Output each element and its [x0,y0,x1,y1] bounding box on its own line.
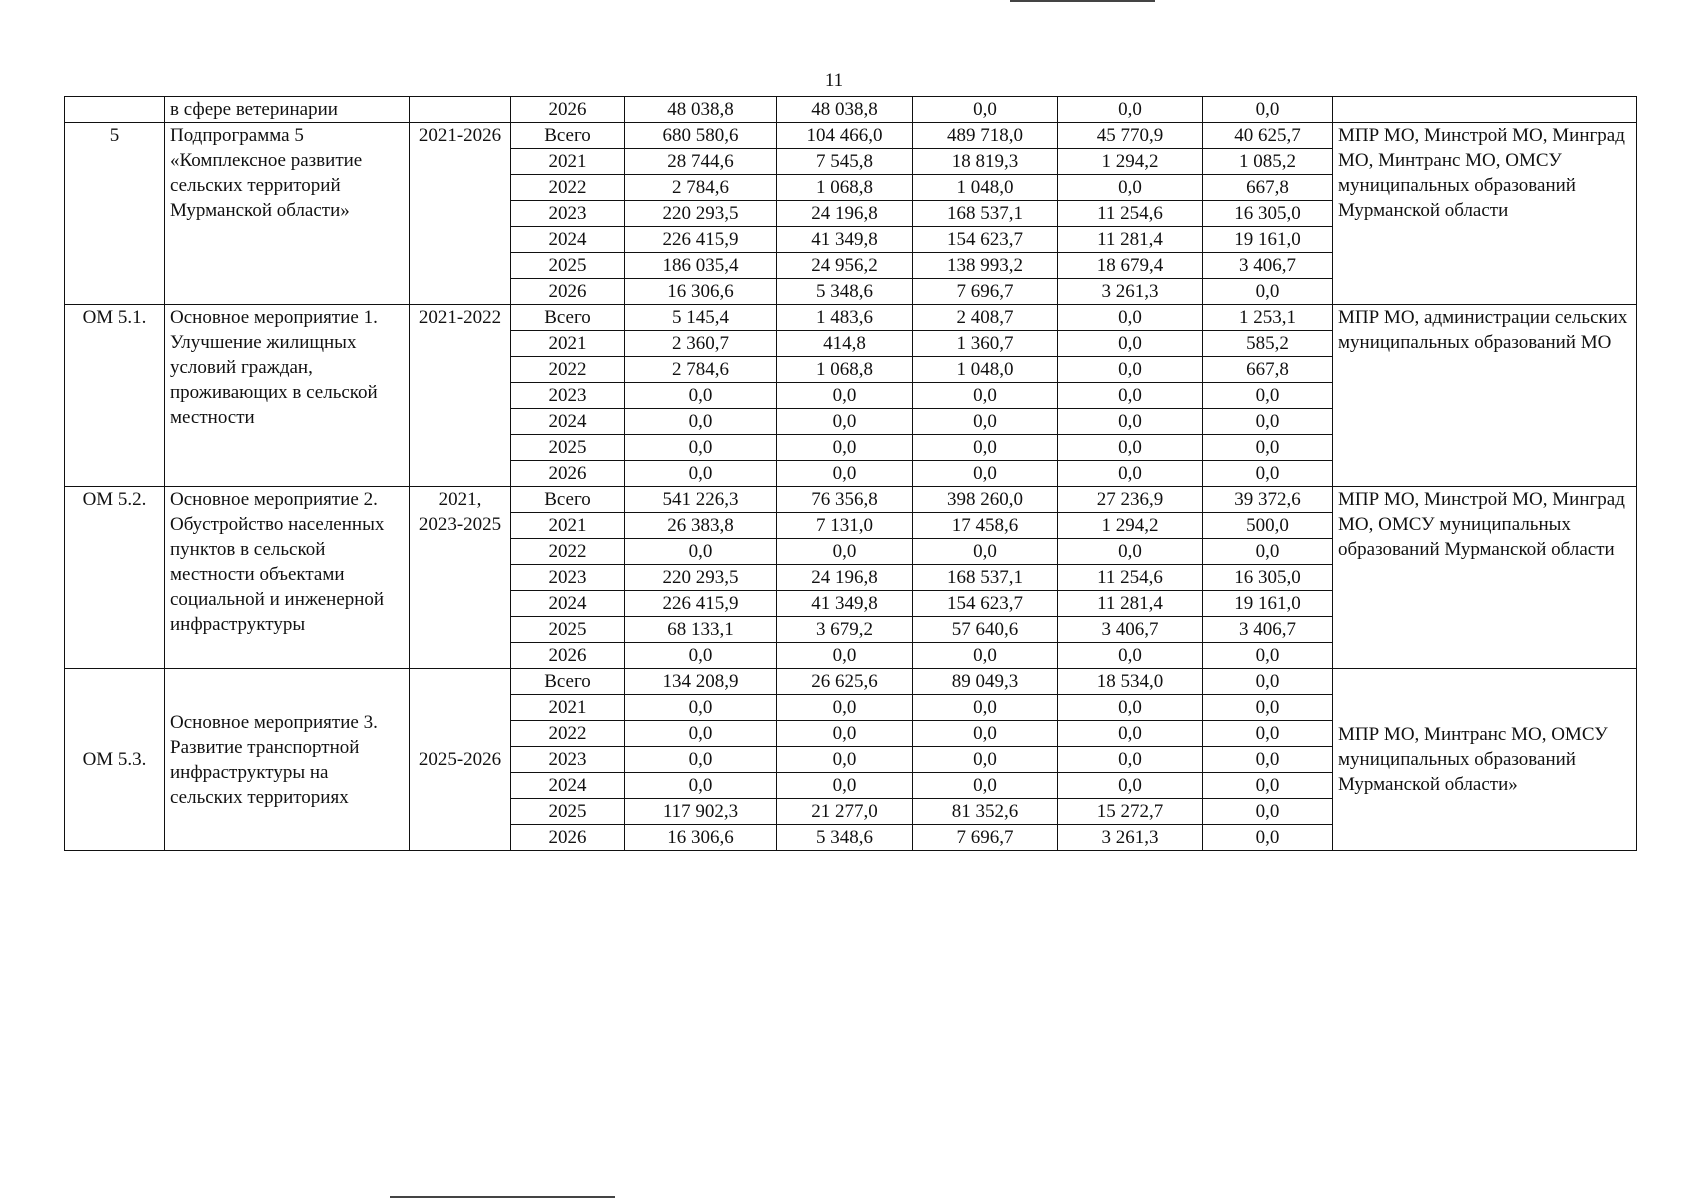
value-cell: 16 306,6 [625,825,777,851]
value-cell: 17 458,6 [913,513,1058,539]
value-cell: 11 281,4 [1058,591,1203,617]
table-row [65,669,1637,695]
value-cell: 7 696,7 [913,279,1058,305]
value-cell: 0,0 [1203,695,1333,721]
value-cell: 3 406,7 [1058,617,1203,643]
value-cell: 27 236,9 [1058,487,1203,513]
budget-table [64,96,1637,851]
value-cell: 489 718,0 [913,123,1058,149]
value-cell: 0,0 [1058,643,1203,669]
value-cell: 41 349,8 [777,227,913,253]
table-row [65,97,1637,123]
value-cell: 19 161,0 [1203,227,1333,253]
value-cell: 680 580,6 [625,123,777,149]
period-cell: 2021-2022 [410,305,511,487]
value-cell: 154 623,7 [913,227,1058,253]
year-cell: Всего [511,669,625,695]
value-cell: 0,0 [1058,747,1203,773]
page-number: 11 [824,70,844,91]
value-cell: 0,0 [1203,279,1333,305]
year-cell: 2024 [511,591,625,617]
value-cell: 0,0 [777,721,913,747]
year-cell: 2022 [511,721,625,747]
value-cell: 414,8 [777,331,913,357]
value-cell: 220 293,5 [625,201,777,227]
value-cell: 0,0 [777,747,913,773]
value-cell: 0,0 [1058,331,1203,357]
value-cell: 138 993,2 [913,253,1058,279]
year-cell: 2023 [511,747,625,773]
value-cell: 24 956,2 [777,253,913,279]
value-cell: 0,0 [1058,435,1203,461]
value-cell: 0,0 [1203,97,1333,123]
value-cell: 667,8 [1203,357,1333,383]
year-cell: 2026 [511,461,625,487]
value-cell: 0,0 [913,695,1058,721]
value-cell: 1 085,2 [1203,149,1333,175]
value-cell: 0,0 [1203,435,1333,461]
value-cell: 0,0 [777,461,913,487]
value-cell: 667,8 [1203,175,1333,201]
value-cell: 0,0 [625,721,777,747]
value-cell: 0,0 [625,461,777,487]
value-cell: 0,0 [625,409,777,435]
value-cell: 68 133,1 [625,617,777,643]
value-cell: 89 049,3 [913,669,1058,695]
value-cell: 57 640,6 [913,617,1058,643]
value-cell: 26 625,6 [777,669,913,695]
value-cell: 0,0 [625,773,777,799]
year-cell: 2022 [511,357,625,383]
year-cell: 2022 [511,175,625,201]
value-cell: 3 261,3 [1058,825,1203,851]
value-cell: 226 415,9 [625,591,777,617]
year-cell: 2024 [511,409,625,435]
value-cell: 2 408,7 [913,305,1058,331]
period-cell: 2021, 2023-2025 [410,487,511,669]
value-cell: 541 226,3 [625,487,777,513]
value-cell: 3 679,2 [777,617,913,643]
value-cell: 26 383,8 [625,513,777,539]
value-cell: 0,0 [913,383,1058,409]
year-cell: 2021 [511,149,625,175]
value-cell: 0,0 [913,721,1058,747]
value-cell: 0,0 [1203,409,1333,435]
value-cell: 0,0 [777,539,913,565]
value-cell: 0,0 [1203,773,1333,799]
value-cell: 1 068,8 [777,175,913,201]
value-cell: 168 537,1 [913,565,1058,591]
value-cell: 0,0 [1058,409,1203,435]
row-number-cell [65,97,165,123]
program-name-cell: Подпрограмма 5 «Комплексное развитие сельских территорий Мурманской области» [165,123,410,305]
responsible-cell [1333,97,1637,123]
value-cell: 0,0 [1058,773,1203,799]
year-cell: 2026 [511,279,625,305]
value-cell: 45 770,9 [1058,123,1203,149]
value-cell: 16 306,6 [625,279,777,305]
value-cell: 41 349,8 [777,591,913,617]
value-cell: 104 466,0 [777,123,913,149]
year-cell: 2025 [511,435,625,461]
table-row [65,123,1637,149]
year-cell: 2026 [511,825,625,851]
value-cell: 3 406,7 [1203,617,1333,643]
value-cell: 48 038,8 [777,97,913,123]
value-cell: 0,0 [913,643,1058,669]
value-cell: 0,0 [777,643,913,669]
value-cell: 0,0 [1058,357,1203,383]
table-row [65,305,1637,331]
value-cell: 0,0 [625,539,777,565]
value-cell: 81 352,6 [913,799,1058,825]
value-cell: 0,0 [913,409,1058,435]
value-cell: 0,0 [777,435,913,461]
value-cell: 76 356,8 [777,487,913,513]
scan-artifact-line [1010,0,1155,2]
value-cell: 0,0 [1058,97,1203,123]
value-cell: 1 360,7 [913,331,1058,357]
year-cell: Всего [511,305,625,331]
value-cell: 0,0 [913,539,1058,565]
value-cell: 226 415,9 [625,227,777,253]
value-cell: 48 038,8 [625,97,777,123]
year-cell: 2026 [511,643,625,669]
year-cell: Всего [511,487,625,513]
period-cell: 2021-2026 [410,123,511,305]
value-cell: 3 261,3 [1058,279,1203,305]
program-name-cell: Основное мероприятие 2. Обустройство населенных пунктов в сельской местности объектами социальной и инженерной инфраструктуры [165,487,410,669]
value-cell: 0,0 [1203,669,1333,695]
year-cell: 2023 [511,565,625,591]
responsible-cell: МПР МО, Минтранс МО, ОМСУ муниципальных образований Мурманской области» [1333,669,1637,851]
value-cell: 16 305,0 [1203,201,1333,227]
year-cell: 2022 [511,539,625,565]
value-cell: 0,0 [1058,175,1203,201]
value-cell: 24 196,8 [777,201,913,227]
year-cell: 2023 [511,201,625,227]
value-cell: 18 679,4 [1058,253,1203,279]
value-cell: 0,0 [913,461,1058,487]
value-cell: 0,0 [913,747,1058,773]
value-cell: 0,0 [913,773,1058,799]
value-cell: 5 348,6 [777,279,913,305]
year-cell: 2026 [511,97,625,123]
value-cell: 500,0 [1203,513,1333,539]
value-cell: 5 348,6 [777,825,913,851]
responsible-cell: МПР МО, Минстрой МО, Минград МО, ОМСУ муниципальных образований Мурманской области [1333,487,1637,669]
value-cell: 0,0 [1203,721,1333,747]
scan-artifact-line [390,1196,615,1198]
value-cell: 0,0 [1058,721,1203,747]
value-cell: 18 534,0 [1058,669,1203,695]
value-cell: 1 068,8 [777,357,913,383]
year-cell: 2021 [511,695,625,721]
value-cell: 186 035,4 [625,253,777,279]
value-cell: 11 254,6 [1058,565,1203,591]
value-cell: 0,0 [625,435,777,461]
value-cell: 0,0 [1203,383,1333,409]
value-cell: 0,0 [1058,695,1203,721]
value-cell: 28 744,6 [625,149,777,175]
period-cell: 2025-2026 [410,669,511,851]
table-row [65,487,1637,513]
year-cell: 2021 [511,331,625,357]
value-cell: 40 625,7 [1203,123,1333,149]
value-cell: 585,2 [1203,331,1333,357]
year-cell: 2024 [511,773,625,799]
value-cell: 1 048,0 [913,175,1058,201]
value-cell: 11 281,4 [1058,227,1203,253]
value-cell: 0,0 [625,643,777,669]
value-cell: 0,0 [1203,747,1333,773]
row-number-cell: ОМ 5.2. [65,487,165,669]
year-cell: 2025 [511,799,625,825]
value-cell: 18 819,3 [913,149,1058,175]
value-cell: 15 272,7 [1058,799,1203,825]
value-cell: 21 277,0 [777,799,913,825]
value-cell: 0,0 [777,773,913,799]
value-cell: 134 208,9 [625,669,777,695]
value-cell: 0,0 [1203,799,1333,825]
value-cell: 39 372,6 [1203,487,1333,513]
row-number-cell: 5 [65,123,165,305]
value-cell: 0,0 [913,97,1058,123]
value-cell: 0,0 [1058,539,1203,565]
value-cell: 0,0 [1058,383,1203,409]
responsible-cell: МПР МО, Минстрой МО, Минград МО, Минтранс МО, ОМСУ муниципальных образований Мурманской области [1333,123,1637,305]
value-cell: 1 048,0 [913,357,1058,383]
program-name-cell: Основное мероприятие 3. Развитие транспортной инфраструктуры на сельских территориях [165,669,410,851]
value-cell: 0,0 [1203,539,1333,565]
row-number-cell: ОМ 5.3. [65,669,165,851]
value-cell: 2 360,7 [625,331,777,357]
value-cell: 398 260,0 [913,487,1058,513]
value-cell: 11 254,6 [1058,201,1203,227]
period-cell [410,97,511,123]
value-cell: 154 623,7 [913,591,1058,617]
value-cell: 0,0 [913,435,1058,461]
program-name-cell: в сфере ветеринарии [165,97,410,123]
value-cell: 19 161,0 [1203,591,1333,617]
value-cell: 1 483,6 [777,305,913,331]
value-cell: 0,0 [625,383,777,409]
value-cell: 1 294,2 [1058,149,1203,175]
value-cell: 7 131,0 [777,513,913,539]
value-cell: 0,0 [1203,825,1333,851]
value-cell: 2 784,6 [625,357,777,383]
value-cell: 7 696,7 [913,825,1058,851]
value-cell: 0,0 [625,695,777,721]
value-cell: 16 305,0 [1203,565,1333,591]
year-cell: 2024 [511,227,625,253]
value-cell: 2 784,6 [625,175,777,201]
value-cell: 0,0 [1058,305,1203,331]
value-cell: 0,0 [777,695,913,721]
value-cell: 117 902,3 [625,799,777,825]
value-cell: 3 406,7 [1203,253,1333,279]
year-cell: 2025 [511,617,625,643]
program-name-cell: Основное мероприятие 1. Улучшение жилищных условий граждан, проживающих в сельской местности [165,305,410,487]
year-cell: 2025 [511,253,625,279]
value-cell: 1 294,2 [1058,513,1203,539]
year-cell: Всего [511,123,625,149]
value-cell: 0,0 [1203,643,1333,669]
year-cell: 2021 [511,513,625,539]
value-cell: 0,0 [1058,461,1203,487]
value-cell: 168 537,1 [913,201,1058,227]
value-cell: 7 545,8 [777,149,913,175]
value-cell: 0,0 [777,409,913,435]
value-cell: 0,0 [625,747,777,773]
value-cell: 220 293,5 [625,565,777,591]
year-cell: 2023 [511,383,625,409]
value-cell: 24 196,8 [777,565,913,591]
value-cell: 0,0 [777,383,913,409]
responsible-cell: МПР МО, администрации сельских муниципальных образований МО [1333,305,1637,487]
table-body [65,97,1637,851]
value-cell: 5 145,4 [625,305,777,331]
value-cell: 1 253,1 [1203,305,1333,331]
value-cell: 0,0 [1203,461,1333,487]
row-number-cell: ОМ 5.1. [65,305,165,487]
